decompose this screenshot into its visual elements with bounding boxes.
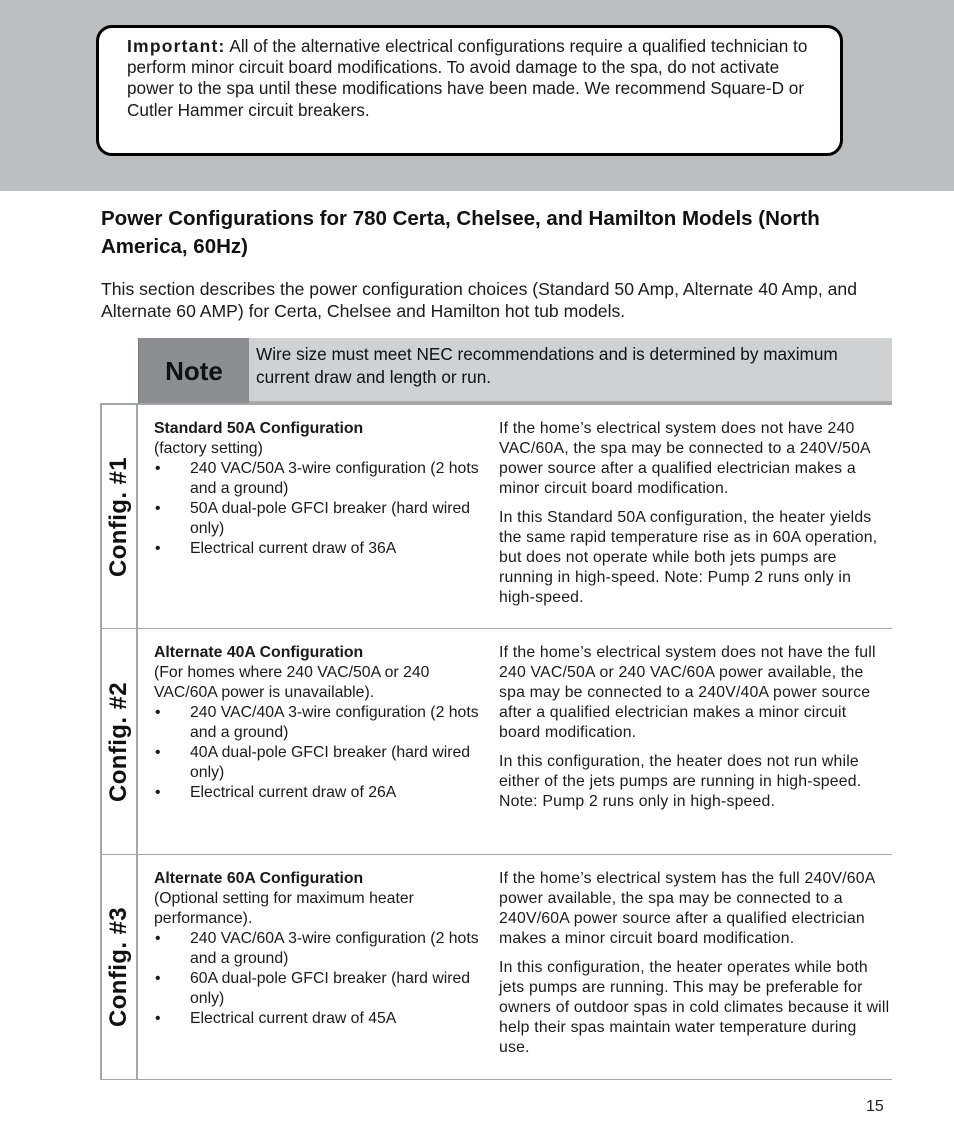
- config-paragraph: In this configuration, the heater operates while both jets pumps are running. This may be preferable for owners of outdoor spas in cold climates because it will help their spas maintain water temperature during use.: [499, 959, 890, 1056]
- config-paragraph: If the home’s electrical system does not have the full 240 VAC/50A or 240 VAC/60A power available, the spa may be connected to a 240V/40A power source after a qualified electrician makes a minor circuit board modification.: [499, 644, 876, 741]
- config-paragraph: In this configuration, the heater does not run while either of the jets pumps are running in high-speed. Note: Pump 2 runs only in high-speed.: [499, 753, 862, 810]
- config-bullet-list: [154, 459, 484, 559]
- config-paragraph: If the home’s electrical system does not have 240 VAC/60A, the spa may be connected to a 240V/50A power source after a qualified electrician makes a minor circuit board modification.: [499, 420, 870, 497]
- note-text: Wire size must meet NEC recommendations and is determined by maximum current draw and length or run.: [249, 338, 892, 403]
- list-item: • 40A dual-pole GFCI breaker (hard wired only): [154, 743, 484, 783]
- top-gray-band: [0, 0, 954, 191]
- config-side-label: Config. #3: [105, 906, 132, 1028]
- important-callout: [96, 25, 843, 156]
- config-title: Alternate 40A Configuration: [154, 644, 364, 661]
- config-paragraph: In this Standard 50A configuration, the heater yields the same rapid temperature rise as in 60A operation, but does not operate while both jets pumps are running in high-speed. Note: Pump 2 runs only in high-speed.: [499, 509, 878, 606]
- section-intro: This section describes the power configuration choices (Standard 50 Amp, Alternate 40 Amp, and Alternate 60 AMP) for Certa, Chelsee and Hamilton hot tub models.: [101, 279, 857, 321]
- config-title: Alternate 60A Configuration: [154, 870, 364, 887]
- config-subtitle: (factory setting): [154, 440, 263, 457]
- config-side-tab: [100, 405, 138, 628]
- config-side-label: Config. #2: [105, 681, 132, 802]
- config-specs: [154, 419, 484, 559]
- list-item: • 240 VAC/50A 3-wire configuration (2 hots and a ground): [154, 459, 484, 499]
- config-paragraph: If the home’s electrical system has the full 240V/60A power available, the spa may be connected to a 240V/60A power source after a qualified electrician makes a minor circuit board modification.: [499, 870, 875, 947]
- config-row: [100, 403, 892, 629]
- config-table: [100, 403, 892, 1080]
- note-box: [138, 338, 892, 403]
- list-item: • 50A dual-pole GFCI breaker (hard wired only): [154, 499, 484, 539]
- config-description: [499, 643, 891, 812]
- config-side-tab: [100, 855, 138, 1079]
- config-title: Standard 50A Configuration: [154, 420, 364, 437]
- list-item: • 60A dual-pole GFCI breaker (hard wired only): [154, 969, 484, 1009]
- config-bullet-list: [154, 703, 484, 803]
- config-description: [499, 419, 891, 608]
- config-side-tab: [100, 629, 138, 854]
- config-bullet-list: [154, 929, 484, 1029]
- important-label: Important:: [127, 36, 226, 56]
- config-specs: [154, 643, 484, 803]
- config-row: [100, 855, 892, 1080]
- list-item: • Electrical current draw of 36A: [154, 539, 484, 559]
- config-specs: [154, 869, 484, 1029]
- config-side-label: Config. #1: [105, 456, 132, 577]
- list-item: • Electrical current draw of 45A: [154, 1009, 484, 1029]
- list-item: • 240 VAC/60A 3-wire configuration (2 hots and a ground): [154, 929, 484, 969]
- note-label: Note: [138, 338, 249, 403]
- config-row: [100, 629, 892, 855]
- important-text: All of the alternative electrical configurations require a qualified technician to perform minor circuit board modifications. To avoid damage to the spa, do not activate power to the spa until these modifications have been made. We recommend Square-D or Cutler Hammer circuit breakers.: [127, 36, 808, 120]
- config-subtitle: (For homes where 240 VAC/50A or 240 VAC/60A power is unavailable).: [154, 664, 430, 701]
- section-title: Power Configurations for 780 Certa, Chelsee, and Hamilton Models (North America, 60Hz): [101, 207, 820, 258]
- config-subtitle: (Optional setting for maximum heater performance).: [154, 890, 414, 927]
- list-item: • 240 VAC/40A 3-wire configuration (2 hots and a ground): [154, 703, 484, 743]
- list-item: • Electrical current draw of 26A: [154, 783, 484, 803]
- config-description: [499, 869, 891, 1058]
- page-number: 15: [866, 1098, 884, 1115]
